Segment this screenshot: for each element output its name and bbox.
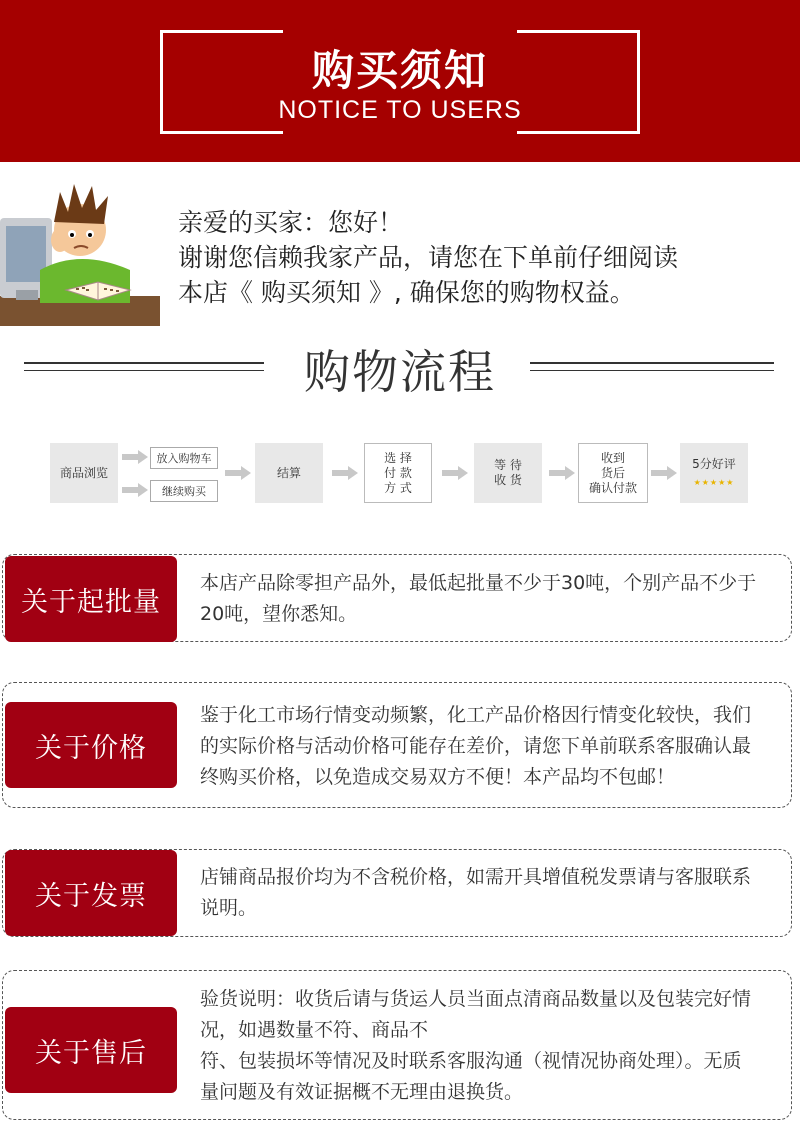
info-tag-after-sales: 关于售后 [5,1007,177,1093]
flow-step-confirm: 收到 货后 确认付款 [578,443,648,503]
section-divider-left [24,362,264,371]
page-title: 购买须知 [311,46,488,95]
header-banner [0,0,800,162]
info-text-after-sales: 验货说明：收货后请与货运人员当面点清商品数量以及包装完好情 况，如遇数量不符、商品不 符、包装损坏等情况及时联系客服沟通（视情况协商处理）。无质 量问题及有效证据概不无理由退换货。 [200,988,752,1103]
info-text-min-order: 本店产品除零担产品外，最低起批量不少于30吨，个别产品不少于 20吨，望你悉知。 [200,572,757,625]
arrow-right-icon [442,466,468,480]
flow-step-wait: 等 待 收 货 [474,443,542,503]
flow-step-browse: 商品浏览 [50,443,118,503]
arrow-right-icon [332,466,358,480]
info-tag-price: 关于价格 [5,702,177,788]
star-rating-icon: ★★★★★ [693,477,735,487]
arrow-right-icon [549,466,575,480]
info-tag-min-order: 关于起批量 [5,556,177,642]
greeting-line: 谢谢您信赖我家产品，请您在下单前仔细阅读 [178,243,679,272]
flow-step-payment: 选 择 付 款 方 式 [364,443,432,503]
section-divider-right [530,362,774,371]
info-tag-invoice: 关于发票 [5,850,177,936]
info-text-invoice: 店铺商品报价均为不含税价格，如需开具增值税发票请与客服联系 说明。 [200,866,752,919]
greeting-text [178,205,778,310]
arrow-right-icon [651,466,677,480]
section-title: 购物流程 [304,345,496,399]
greeting-line: 本店《 购买须知 》, 确保您的购物权益。 [178,278,635,307]
info-text-price: 鉴于化工市场行情变动频繁，化工产品价格因行情变化较快，我们 的实际价格与活动价格可能存在差价，请您下单前联系客服确认最 终购买价格，以免造成交易双方不便！本产品均不包邮！ [200,704,752,788]
page-subtitle: NOTICE TO USERS [278,96,522,124]
arrow-right-icon [122,483,148,497]
arrow-right-icon [225,466,251,480]
header-frame [160,30,640,134]
greeting-line: 亲爱的买家：您好！ [178,208,404,237]
arrow-right-icon [122,450,148,464]
flow-step-add-cart: 放入购物车 [150,447,218,469]
flow-step-checkout: 结算 [255,443,323,503]
flow-step-continue: 继续购买 [150,480,218,502]
flow-step-review: 5分好评 ★★★★★ [680,443,748,503]
reading-boy-illustration [0,178,160,326]
